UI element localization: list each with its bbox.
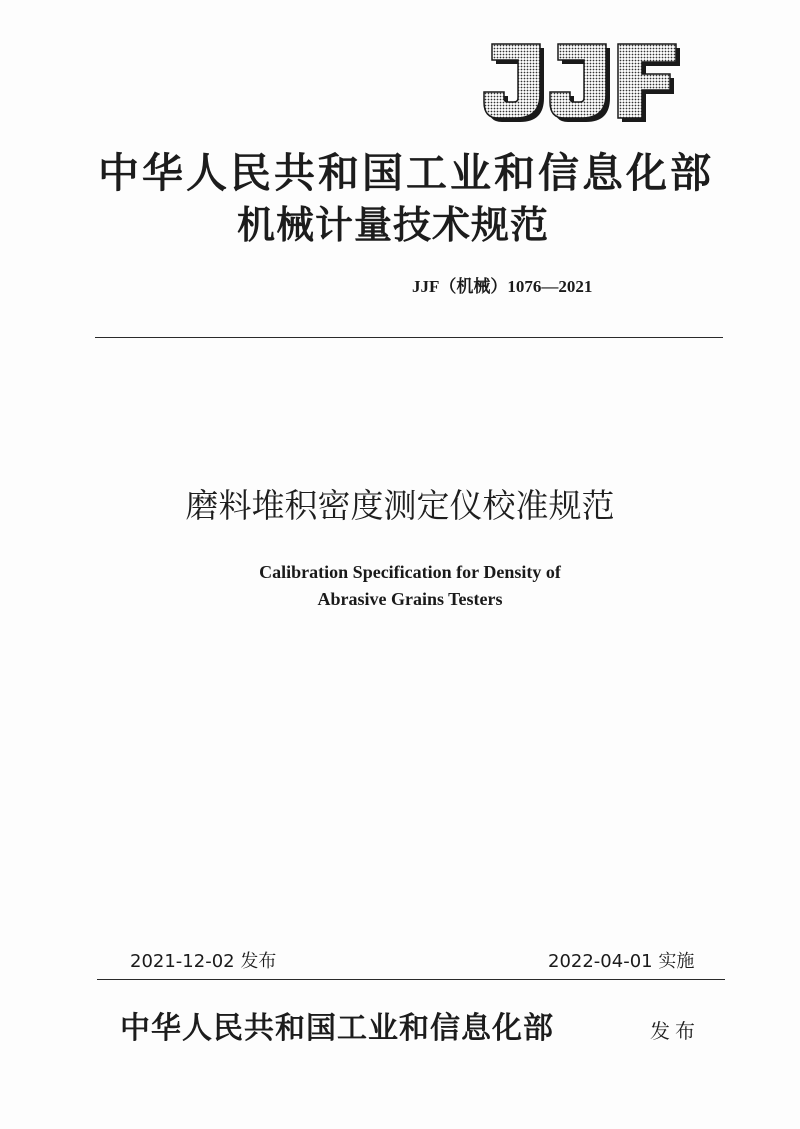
document-title-english-line1: Calibration Specification for Density of: [259, 562, 561, 582]
document-title-english-line2: Abrasive Grains Testers: [317, 589, 503, 609]
top-divider: [95, 337, 723, 338]
issue-date: 2021-12-02 发布: [130, 951, 277, 972]
issuing-authority-heading: 中华人民共和国工业和信息化部: [98, 149, 714, 197]
effective-date: 2022-04-01 实施: [548, 951, 695, 972]
logo-letter-f: [618, 44, 680, 122]
logo-letter-j1: [484, 44, 544, 122]
issue-label: 发布: [650, 1019, 700, 1043]
specification-category-heading: 机械计量技术规范: [236, 203, 549, 247]
standard-number: JJF（机械）1076—2021: [412, 277, 593, 296]
jjf-logo: [478, 38, 686, 122]
logo-letter-j2: [550, 44, 610, 122]
document-title-chinese: 磨料堆积密度测定仪校准规范: [185, 486, 615, 525]
bottom-divider: [97, 979, 725, 980]
issuer-name: 中华人民共和国工业和信息化部: [120, 1011, 554, 1046]
